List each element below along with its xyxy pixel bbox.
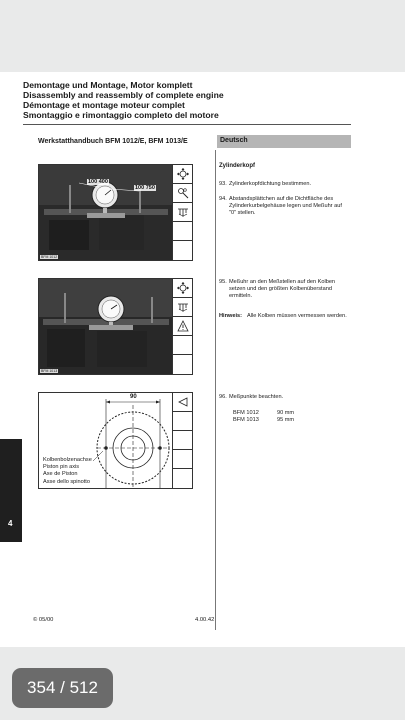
manual-title: Werkstatthandbuch BFM 1012/E, BFM 1013/E (38, 138, 188, 145)
engine-photo-1 (39, 165, 173, 260)
header-rule (23, 124, 351, 125)
piston-diagram (39, 393, 173, 488)
legend-line: Asse dello spinotto (43, 478, 90, 485)
language-label: Deutsch (220, 137, 248, 144)
empty-icon-cell (173, 412, 192, 431)
chapter-tab (0, 439, 22, 542)
note-label: Hinweis: (219, 313, 243, 319)
section-heading: Zylinderkopf (219, 163, 256, 169)
alignment-gauge-icon (173, 165, 192, 184)
step-text: Abstandsplättchen auf die Dichtfläche des Zylinderkurbelgehäuse legen und Meßuhr auf "0" stellen. (229, 196, 342, 216)
figure-3-icon-column (172, 393, 192, 488)
alignment-gauge-icon (173, 279, 192, 298)
spec-model: BFM 1013 (233, 417, 259, 423)
step-text: Zylinderkopfdichtung bestimmen. (229, 181, 312, 187)
figure-2-icon-column (172, 279, 192, 374)
empty-icon-cell (173, 336, 192, 355)
empty-icon-cell (173, 241, 192, 260)
spec-row (233, 417, 294, 424)
page-counter: 354 / 512 (12, 668, 113, 708)
footer-page-code: 4.00.42 (195, 617, 215, 623)
figure-1-icon-column (172, 165, 192, 260)
title-fr: Démontage et montage moteur complet (23, 100, 185, 110)
empty-icon-cell (173, 355, 192, 374)
empty-icon-cell (173, 469, 192, 488)
spec-model: BFM 1012 (233, 410, 259, 416)
torque-icon (173, 203, 192, 222)
step-93 (219, 181, 347, 188)
column-divider (215, 150, 216, 630)
empty-icon-cell (173, 222, 192, 241)
warning-icon (173, 317, 192, 336)
figure-2 (38, 278, 193, 375)
step-94 (219, 196, 347, 217)
legend-line: Piston pin axis (43, 464, 80, 471)
engine-photo-2 (39, 279, 173, 374)
chapter-number: 4 (8, 519, 13, 528)
spec-value: 90 mm (277, 410, 295, 416)
footer-copyright: © 05/00 (33, 617, 54, 623)
photo-code-1: BFM 1012 (41, 255, 58, 259)
note-text: Alle Kolben müssen vermessen werden. (247, 313, 347, 319)
step-text: Meßpunkte beachten. (229, 394, 284, 400)
empty-icon-cell (173, 450, 192, 469)
step-text: Meßuhr an den Meßstellen auf den Kolben setzen und den größten Kolbenüberstand ermitteln. (229, 279, 336, 299)
photo-code-2: BFM 1013 (41, 369, 58, 373)
step-number: 95. (219, 279, 227, 285)
diagram-legend (43, 457, 92, 486)
empty-icon-cell (173, 431, 192, 450)
page-titles (23, 80, 224, 120)
figure-1 (38, 164, 193, 261)
spec-value: 95 mm (277, 417, 295, 423)
arrow-left-icon (173, 393, 192, 412)
legend-line: Kolbenbolzenachse (43, 457, 92, 463)
spec-row (233, 410, 294, 417)
document-page (0, 72, 405, 647)
step-number: 96. (219, 394, 227, 400)
title-de: Demontage und Montage, Motor komplett (23, 80, 193, 90)
measure-label: 90 (130, 394, 137, 400)
tool-icon (173, 184, 192, 203)
title-it: Smontaggio e rimontaggio completo del motore (23, 110, 219, 120)
step-96 (219, 394, 347, 401)
torque-icon (173, 298, 192, 317)
language-header (217, 135, 351, 148)
step-number: 94. (219, 196, 227, 202)
title-en: Disassembly and reassembly of complete engine (23, 90, 224, 100)
note (219, 313, 347, 320)
step-95 (219, 279, 347, 300)
part-number-label-2: 100 750 (135, 185, 155, 191)
step-number: 93. (219, 181, 227, 187)
figure-3 (38, 392, 193, 489)
part-number-label-1: 100 400 (88, 179, 108, 185)
legend-line: Axe de Piston (43, 471, 78, 478)
